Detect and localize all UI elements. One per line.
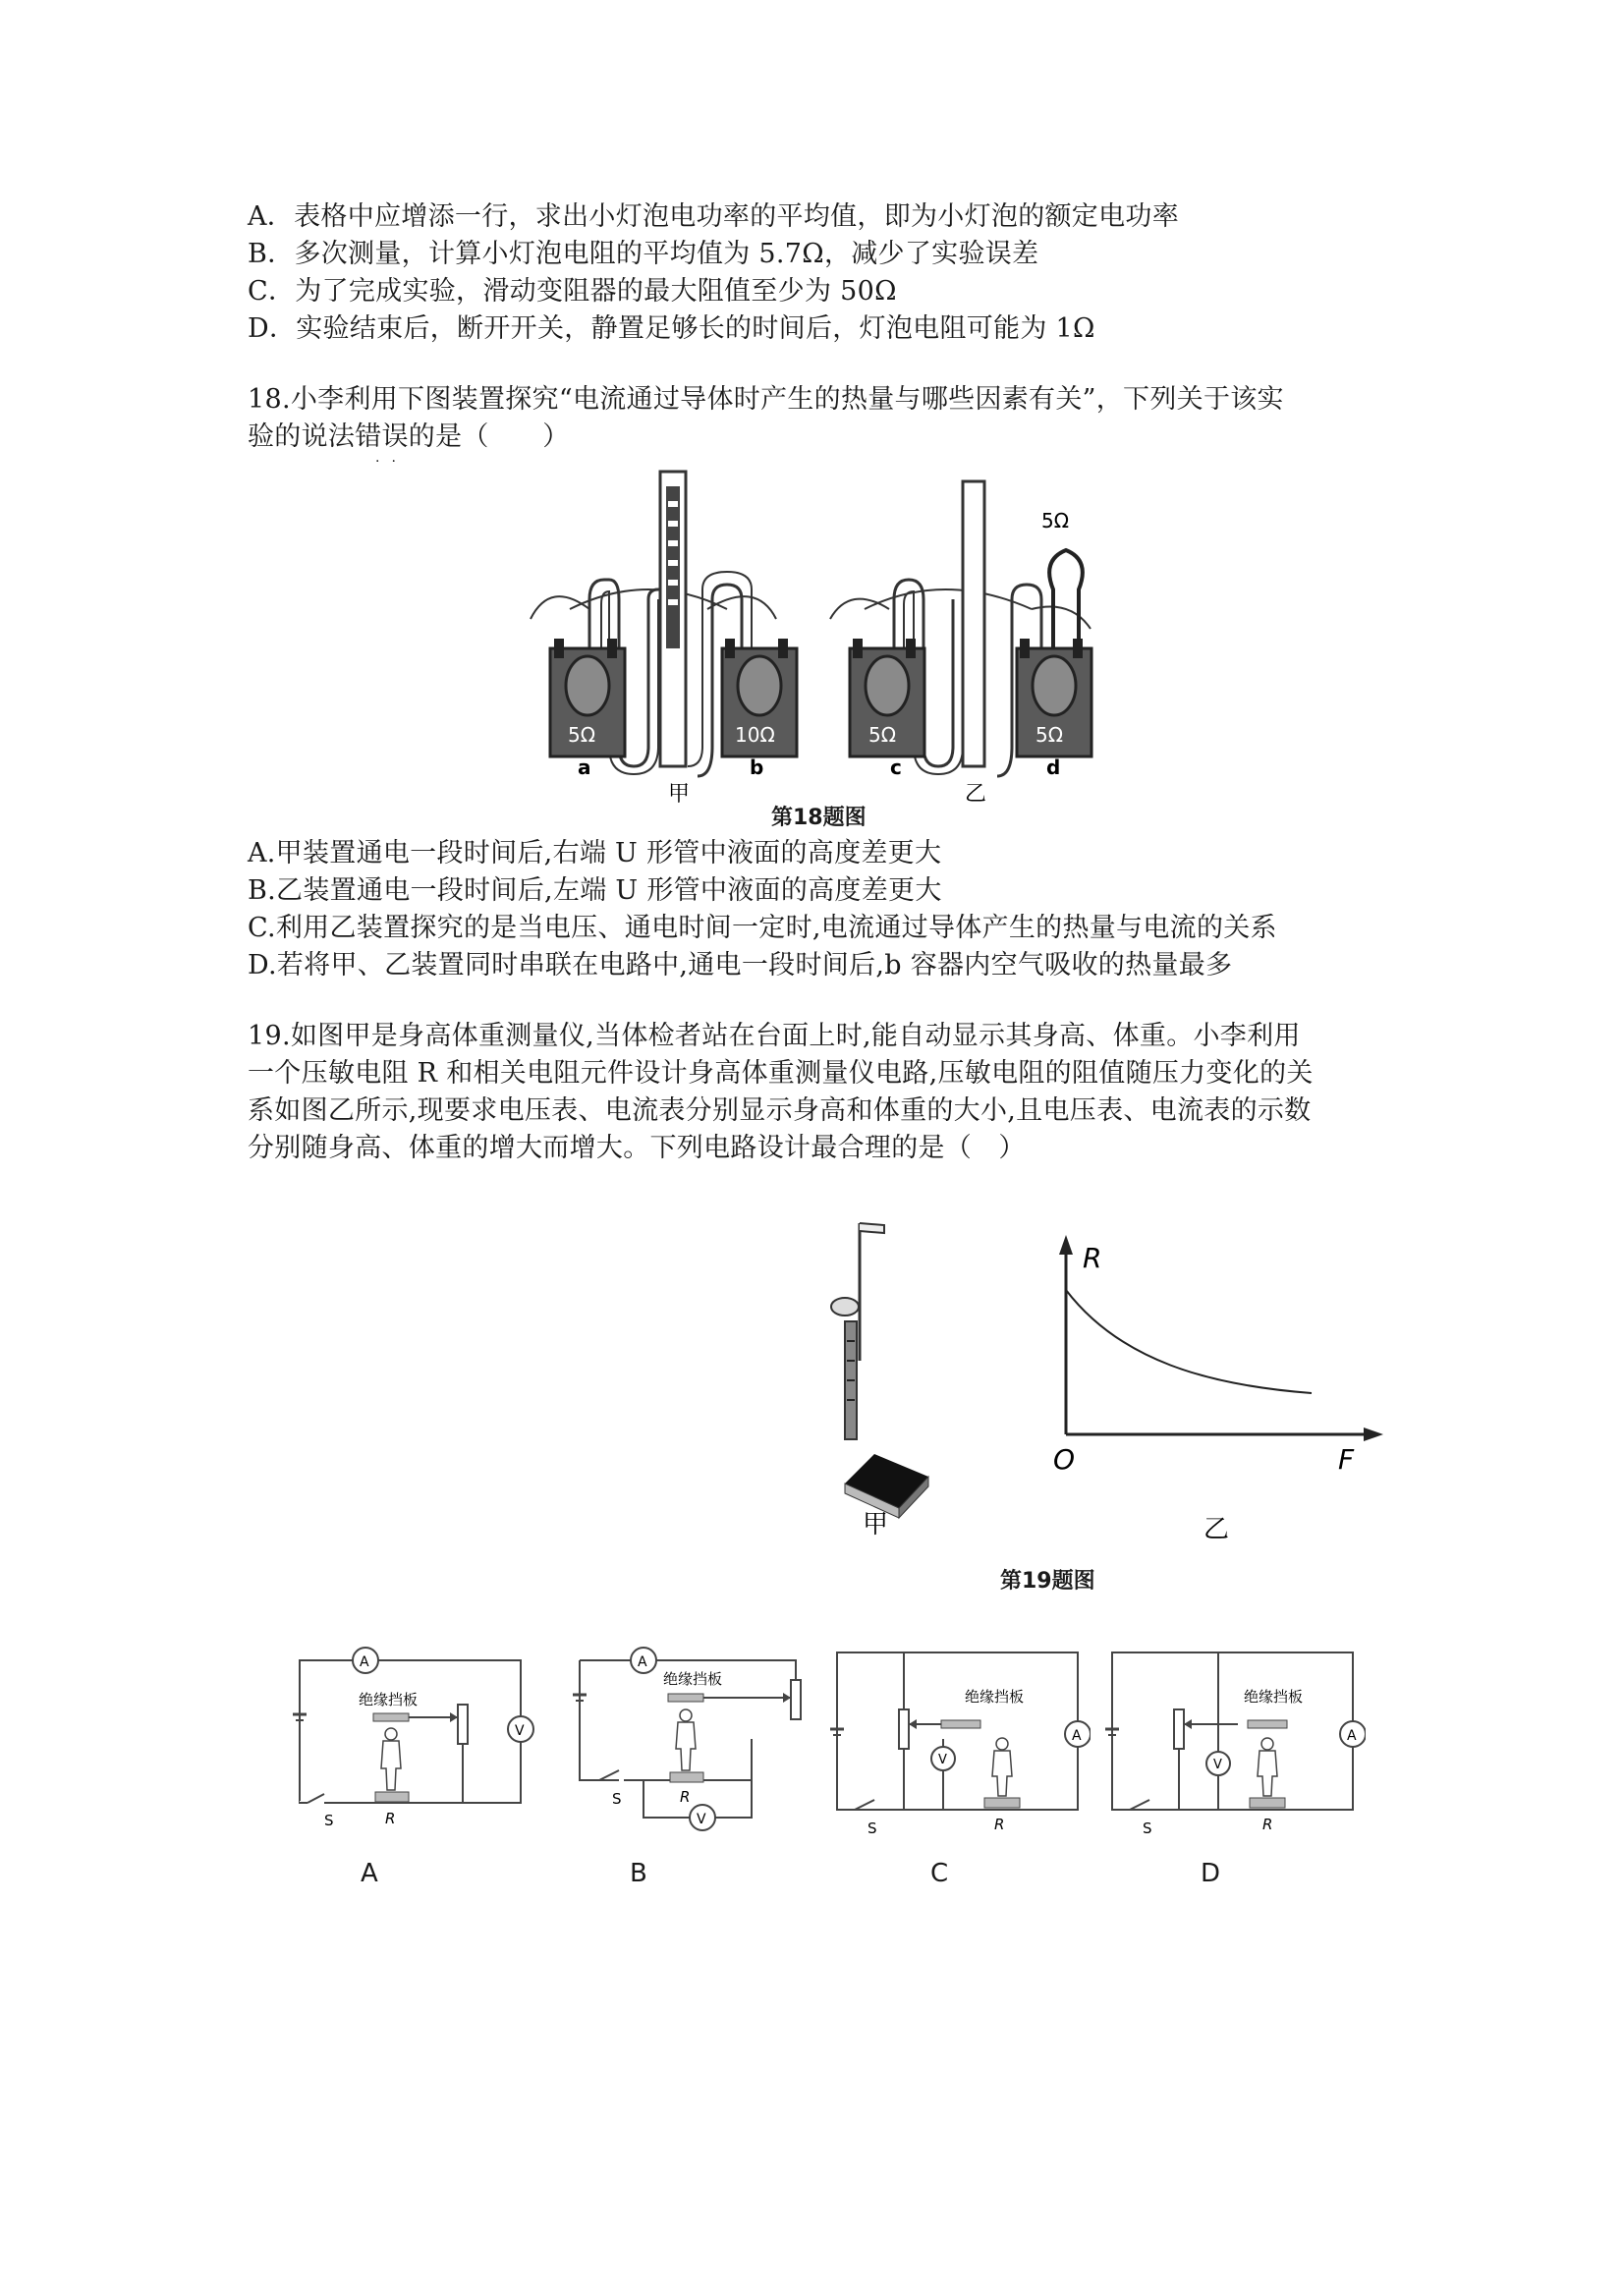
q18-option-c: C.利用乙装置探究的是当电压、通电时间一定时,电流通过导体产生的热量与电流的关系 xyxy=(248,913,1277,943)
resistance-force-graph xyxy=(1032,1223,1395,1547)
q19-figure-caption: 第19题图 xyxy=(1000,1569,1095,1594)
circuit-d xyxy=(1100,1641,1366,1852)
axis-f-label: F xyxy=(1338,1443,1355,1476)
circuit-c xyxy=(825,1641,1091,1852)
jia-label-19: 甲 xyxy=(863,1510,889,1540)
q19-stem-line1: 19.如图甲是身高体重测量仪,当体检者站在台面上时,能自动显示其身高、体重。小李利用 xyxy=(248,1021,1301,1051)
circuit-b-option: B xyxy=(630,1859,647,1888)
ammeter-a-label: A xyxy=(360,1654,369,1670)
circuit-c-option: C xyxy=(930,1859,949,1888)
switch-b-label: S xyxy=(612,1790,622,1808)
q17-option-a: A．表格中应增添一行，求出小灯泡电功率的平均值，即为小灯泡的额定电功率 xyxy=(248,201,1179,232)
q17-option-c: C．为了完成实验，滑动变阻器的最大阻值至少为 50Ω xyxy=(248,276,897,307)
q19-stem-line2: 一个压敏电阻 R 和相关电阻元件设计身高体重测量仪电路,压敏电阻的阻值随压力变化的关 xyxy=(248,1058,1314,1089)
q18-figure xyxy=(511,462,1100,825)
q18-option-a: A.甲装置通电一段时间后,右端 U 形管中液面的高度差更大 xyxy=(248,838,942,868)
q18-option-d: D.若将甲、乙装置同时串联在电路中,通电一段时间后,b 容器内空气吸收的热量最多 xyxy=(248,950,1233,980)
plate-c-label: 绝缘挡板 xyxy=(965,1688,1025,1706)
q18-stem-line2: 验的说法错误的是（ ） xyxy=(248,421,570,452)
resistor-c-label: 5Ω xyxy=(868,723,897,747)
switch-a-label: S xyxy=(324,1812,334,1829)
ammeter-d-label: A xyxy=(1347,1728,1357,1744)
voltmeter-d-label: V xyxy=(1213,1758,1222,1772)
switch-c-label: S xyxy=(867,1820,877,1837)
emphasis-dots: ·· xyxy=(375,454,408,470)
yi-label-18: 乙 xyxy=(965,782,987,807)
circuit-b xyxy=(565,1621,820,1852)
resistor-b-label: 10Ω xyxy=(735,723,775,747)
circuit-a xyxy=(285,1621,540,1832)
q17-option-d: D．实验结束后，断开开关，静置足够长的时间后，灯泡电阻可能为 1Ω xyxy=(248,313,1095,344)
plate-d-label: 绝缘挡板 xyxy=(1244,1688,1304,1706)
height-weight-scale-figure xyxy=(825,1213,973,1547)
resistor-d-label: 5Ω xyxy=(1035,723,1064,747)
axis-r-label: R xyxy=(1083,1242,1102,1274)
voltmeter-b-label: V xyxy=(697,1812,706,1827)
q19-stem-line3: 系如图乙所示,现要求电压表、电流表分别显示身高和体重的大小,且电压表、电流表的示数 xyxy=(248,1095,1312,1126)
q18-figure-caption: 第18题图 xyxy=(771,806,867,830)
container-a-label: a xyxy=(578,756,591,779)
switch-d-label: S xyxy=(1143,1820,1152,1837)
resistor-a-r-label: R xyxy=(385,1810,396,1827)
resistor-a-label: 5Ω xyxy=(568,723,596,747)
plate-b-label: 绝缘挡板 xyxy=(663,1670,723,1688)
container-c-label: c xyxy=(890,756,902,779)
resistor-parallel-label: 5Ω xyxy=(1041,509,1070,532)
circuit-d-option: D xyxy=(1201,1859,1221,1888)
ammeter-c-label: A xyxy=(1072,1728,1082,1744)
voltmeter-a-label: V xyxy=(515,1723,525,1739)
resistor-d-r-label: R xyxy=(1262,1816,1273,1833)
q18-option-b: B.乙装置通电一段时间后,左端 U 形管中液面的高度差更大 xyxy=(248,875,942,906)
resistor-c-r-label: R xyxy=(994,1816,1005,1833)
resistor-b-r-label: R xyxy=(680,1788,691,1806)
circuit-a-option: A xyxy=(361,1859,378,1888)
q18-stem-line1: 18.小李利用下图装置探究“电流通过导体时产生的热量与哪些因素有关”，下列关于该实 xyxy=(248,384,1284,415)
plate-a-label: 绝缘挡板 xyxy=(359,1691,419,1708)
ammeter-b-label: A xyxy=(638,1654,647,1670)
container-d-label: d xyxy=(1046,756,1061,779)
voltmeter-c-label: V xyxy=(938,1753,947,1767)
axis-origin-label: O xyxy=(1053,1443,1076,1476)
q19-stem-line4: 分别随身高、体重的增大而增大。下列电路设计最合理的是（ ） xyxy=(248,1133,1026,1163)
q17-option-b: B．多次测量，计算小灯泡电阻的平均值为 5.7Ω，减少了实验误差 xyxy=(248,239,1039,269)
container-b-label: b xyxy=(750,756,764,779)
jia-label-18: 甲 xyxy=(668,782,691,807)
yi-label-19: 乙 xyxy=(1203,1515,1230,1544)
